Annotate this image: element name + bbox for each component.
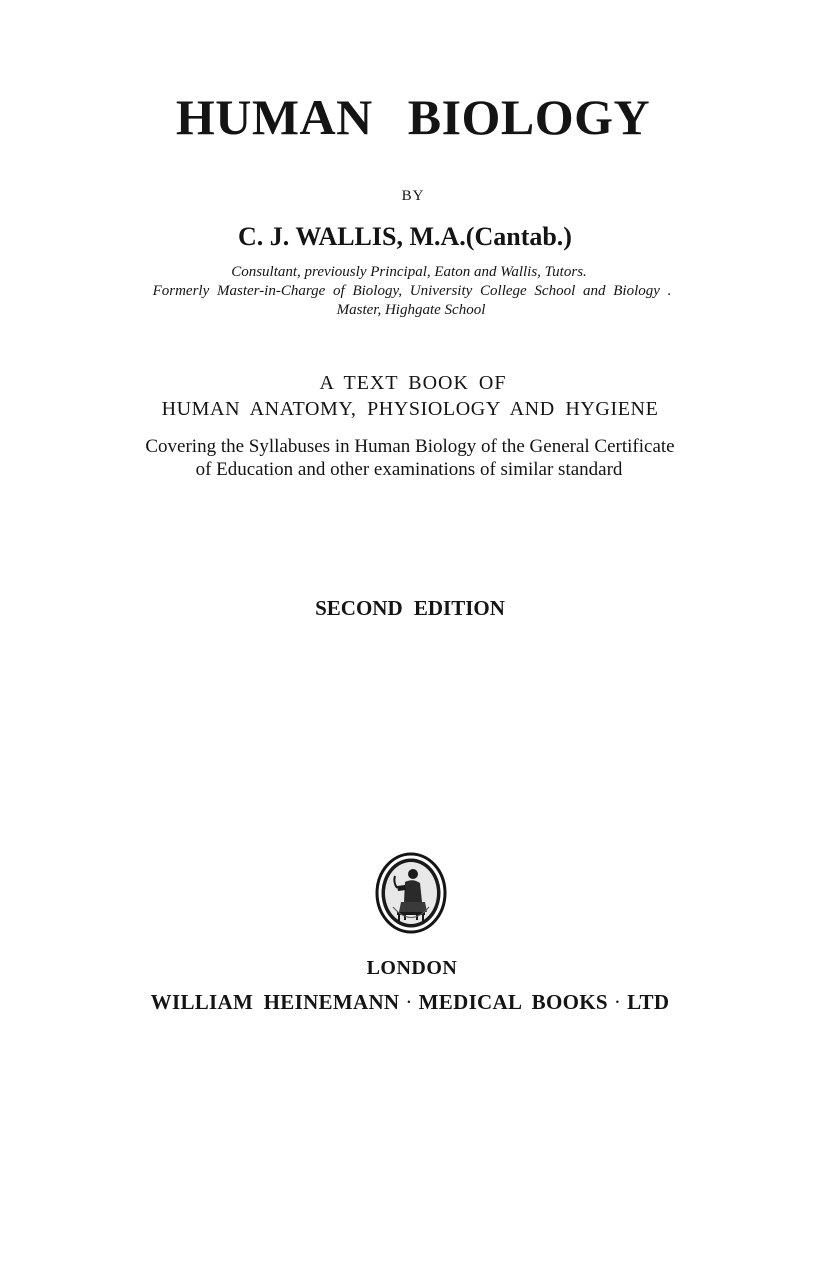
- author-name: C. J. WALLIS, M.A.(Cantab.): [238, 222, 572, 251]
- publisher-division: MEDICAL BOOKS: [418, 990, 608, 1014]
- publisher-suffix: LTD: [627, 990, 670, 1014]
- publisher-line: [0, 990, 823, 1015]
- separator-dot: ·: [405, 990, 413, 1014]
- publisher-emblem-icon: [375, 852, 447, 934]
- edition-label: SECOND EDITION: [315, 596, 505, 620]
- by-label: BY: [401, 188, 425, 204]
- author-credential-line: Master, Highgate School: [336, 302, 486, 318]
- subtitle-line: A TEXT BOOK OF: [319, 372, 507, 394]
- coverage-line: of Education and other examinations of similar standard: [195, 459, 623, 480]
- book-title: HUMAN BIOLOGY: [175, 89, 651, 145]
- author-credential-line: Formerly Master-in-Charge of Biology, University College School and Biology .: [152, 283, 672, 299]
- publisher-name: WILLIAM HEINEMANN: [150, 990, 400, 1014]
- author-credential-line: Consultant, previously Principal, Eaton and Wallis, Tutors.: [231, 264, 587, 280]
- subtitle-line: HUMAN ANATOMY, PHYSIOLOGY AND HYGIENE: [161, 398, 659, 420]
- separator-dot: ·: [613, 990, 622, 1014]
- coverage-line: Covering the Syllabuses in Human Biology of the General Certificate: [145, 436, 675, 457]
- publication-city: LONDON: [366, 957, 458, 979]
